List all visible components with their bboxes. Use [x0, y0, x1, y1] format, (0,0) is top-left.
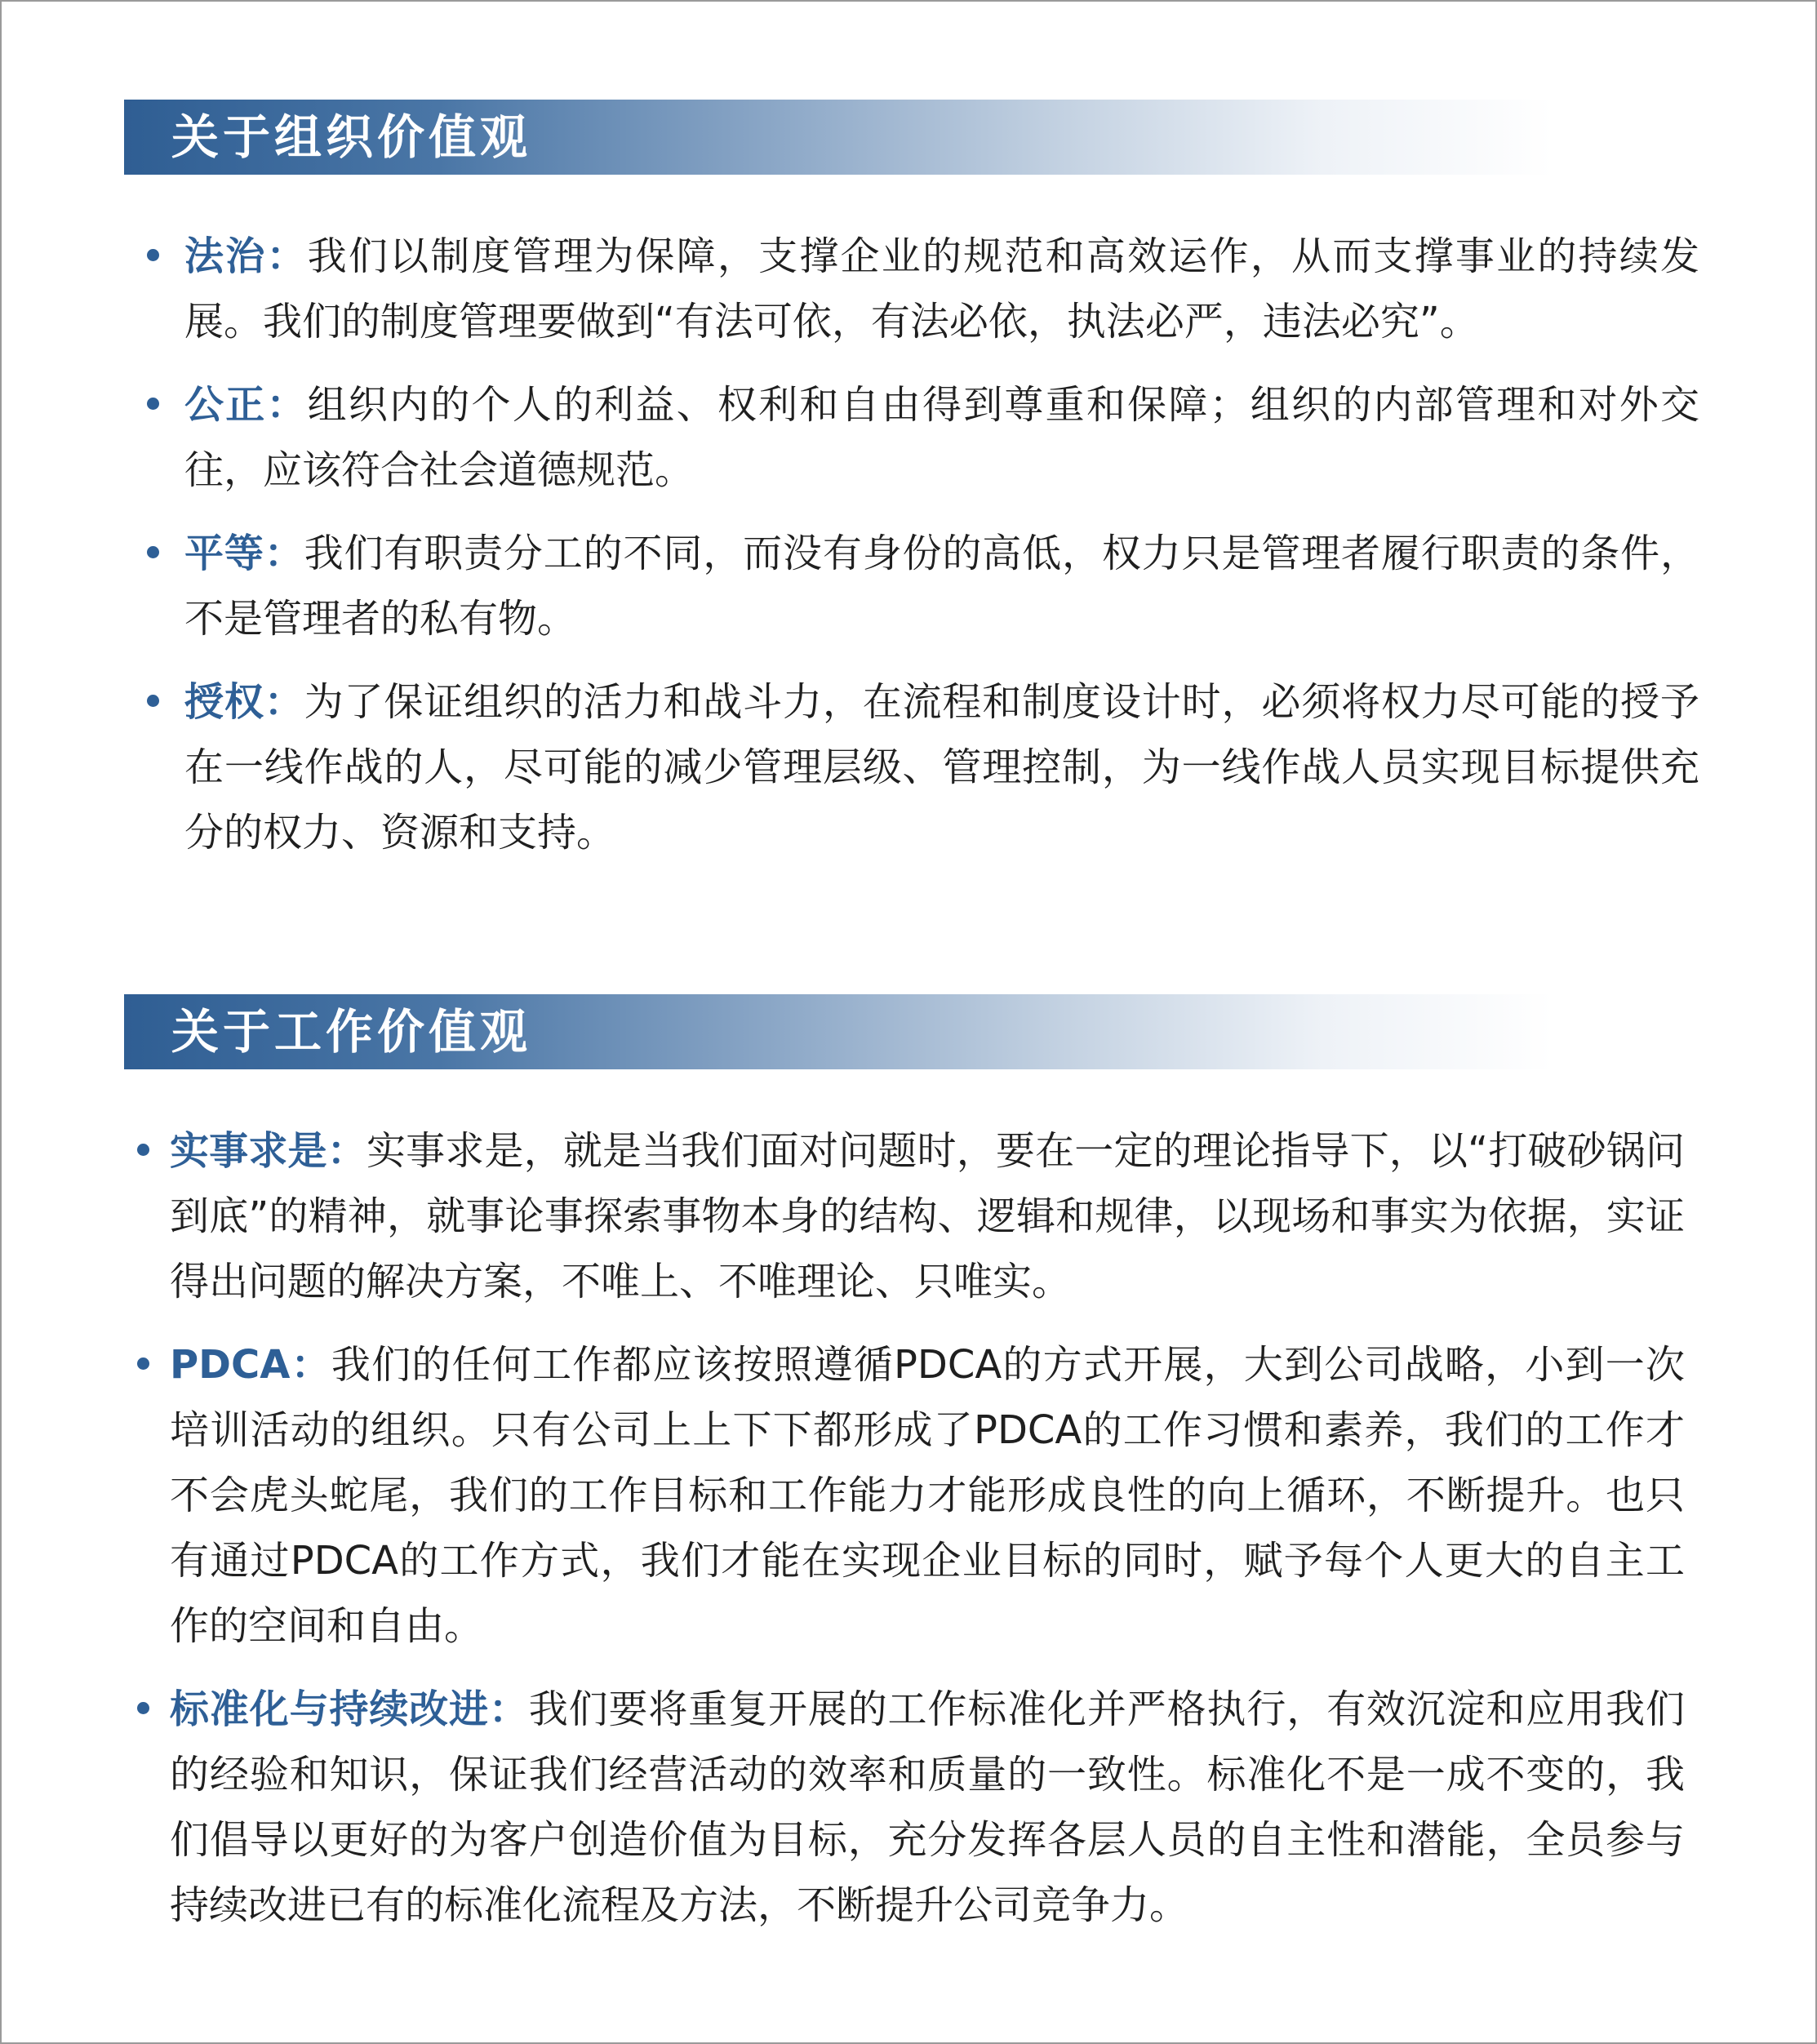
item-term: 平等： — [184, 531, 304, 576]
section-banner-work-values — [124, 994, 1553, 1069]
item-text: 实事求是，就是当我们面对问题时，要在一定的理论指导下，以“打破砂锅问到底”的精神，就事论事探索事物本身的结构、逻辑和规律，以现场和事实为依据，实证得出问题的解决方案，不唯上、不唯理论、只唯实。 — [170, 1128, 1685, 1304]
item-text: 我们的任何工作都应该按照遵循PDCA的方式开展，大到公司战略，小到一次培训活动的组织。只有公司上上下下都形成了PDCA的工作习惯和素养，我们的工作才不会虎头蛇尾，我们的工作目标和工作能力才能形成良性的向上循环，不断提升。也只有通过PDCA的工作方式，我们才能在实现企业目标的同时，赋予每个人更大的自主工作的空间和自由。 — [170, 1342, 1685, 1649]
list-item-authorization — [184, 669, 1699, 865]
bullet-dot-icon — [137, 1357, 149, 1370]
item-term: 标准化与持续改进： — [170, 1686, 529, 1732]
item-term: 授权： — [184, 679, 304, 725]
organization-values-list — [184, 224, 1699, 883]
item-term: 实事求是： — [170, 1128, 367, 1174]
bullet-dot-icon — [137, 1702, 149, 1714]
list-item-justice — [184, 372, 1699, 503]
bullet-dot-icon — [147, 695, 159, 707]
item-term: PDCA： — [170, 1342, 331, 1388]
work-values-list — [170, 1118, 1685, 1956]
list-item-standardization — [170, 1677, 1685, 1938]
item-text: 我们以制度管理为保障，支撑企业的规范和高效运作，从而支撑事业的持续发展。我们的制度管理要做到“有法可依，有法必依，执法必严，违法必究”。 — [184, 233, 1699, 344]
section-title: 关于组织价值观 — [171, 109, 532, 165]
section-banner-organization-values — [124, 100, 1553, 175]
item-text: 组织内的个人的利益、权利和自由得到尊重和保障；组织的内部管理和对外交往，应该符合社会道德规范。 — [184, 382, 1699, 493]
list-item-seek-truth — [170, 1118, 1685, 1314]
section-title: 关于工作价值观 — [171, 1004, 532, 1060]
item-text: 我们有职责分工的不同，而没有身份的高低，权力只是管理者履行职责的条件，不是管理者的私有物。 — [184, 531, 1699, 642]
list-item-rule-of-law — [184, 224, 1699, 354]
list-item-equality — [184, 521, 1699, 651]
list-item-pdca — [170, 1332, 1685, 1659]
bullet-dot-icon — [147, 546, 159, 558]
item-text: 为了保证组织的活力和战斗力，在流程和制度设计时，必须将权力尽可能的授予在一线作战的人，尽可能的减少管理层级、管理控制，为一线作战人员实现目标提供充分的权力、资源和支持。 — [184, 679, 1699, 855]
bullet-dot-icon — [147, 249, 159, 261]
item-term: 法治： — [184, 233, 308, 279]
bullet-dot-icon — [137, 1144, 149, 1156]
bullet-dot-icon — [147, 398, 159, 410]
item-term: 公正： — [184, 382, 308, 428]
item-text: 我们要将重复开展的工作标准化并严格执行，有效沉淀和应用我们的经验和知识，保证我们经营活动的效率和质量的一致性。标准化不是一成不变的，我们倡导以更好的为客户创造价值为目标，充分发挥各层人员的自主性和潜能，全员参与持续改进已有的标准化流程及方法，不断提升公司竞争力。 — [170, 1686, 1685, 1928]
